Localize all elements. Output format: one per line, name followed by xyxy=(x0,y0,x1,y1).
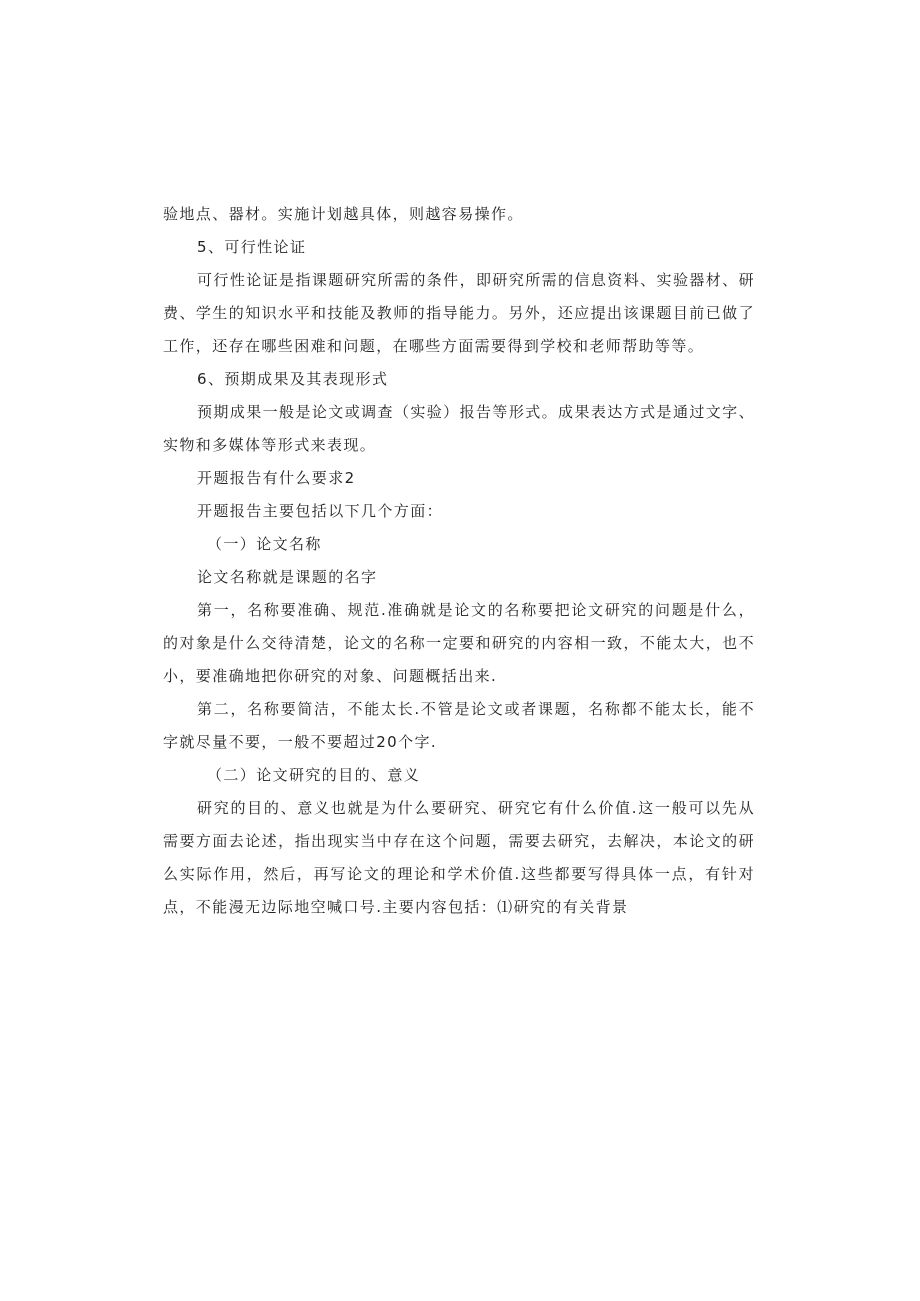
subheading-paper-title: （一）论文名称 xyxy=(207,535,322,553)
text-line: 开题报告主要包括以下几个方面： xyxy=(197,502,444,520)
text-line: 么实际作用，然后，再写论文的理论和学术价值.这些都要写得具体一点，有针对 xyxy=(163,865,755,883)
text-line: 研究的目的、意义也就是为什么要研究、研究它有什么价值.这一般可以先从 xyxy=(197,799,755,817)
subheading-research-purpose: （二）论文研究的目的、意义 xyxy=(207,766,421,784)
text-line: 需要方面去论述，指出现实当中存在这个问题，需要去研究，去解决，本论文的研 xyxy=(163,832,755,850)
section-heading-expected-results: 6、预期成果及其表现形式 xyxy=(197,370,389,388)
text-line: 工作，还存在哪些困难和问题，在哪些方面需要得到学校和老师帮助等等。 xyxy=(163,337,705,355)
text-line: 可行性论证是指课题研究所需的条件，即研究所需的信息资料、实验器材、研 xyxy=(197,271,755,289)
text-line: 小，要准确地把你研究的对象、问题概括出来. xyxy=(163,667,498,685)
section-heading-requirements: 开题报告有什么要求2 xyxy=(197,469,356,487)
section-heading-feasibility: 5、可行性论证 xyxy=(197,238,307,256)
text-line: 实物和多媒体等形式来表现。 xyxy=(163,436,377,454)
text-line: 预期成果一般是论文或调查（实验）报告等形式。成果表达方式是通过文字、 xyxy=(197,403,755,421)
text-line: 的对象是什么交待清楚，论文的名称一定要和研究的内容相一致，不能太大，也不 xyxy=(163,634,755,652)
document-body xyxy=(163,198,755,924)
text-line: 点，不能漫无边际地空喊口号.主要内容包括：⑴研究的有关背景 xyxy=(163,898,629,916)
text-line: 字就尽量不要，一般不要超过20个字. xyxy=(163,733,438,751)
text-line: 验地点、器材。实施计划越具体，则越容易操作。 xyxy=(163,205,524,223)
text-line: 第二，名称要简洁，不能太长.不管是论文或者课题，名称都不能太长，能不 xyxy=(197,700,755,718)
text-line: 第一，名称要准确、规范.准确就是论文的名称要把论文研究的问题是什么， xyxy=(197,601,755,619)
text-line: 论文名称就是课题的名字 xyxy=(197,568,378,586)
text-line: 费、学生的知识水平和技能及教师的指导能力。另外，还应提出该课题目前已做了 xyxy=(163,304,755,322)
